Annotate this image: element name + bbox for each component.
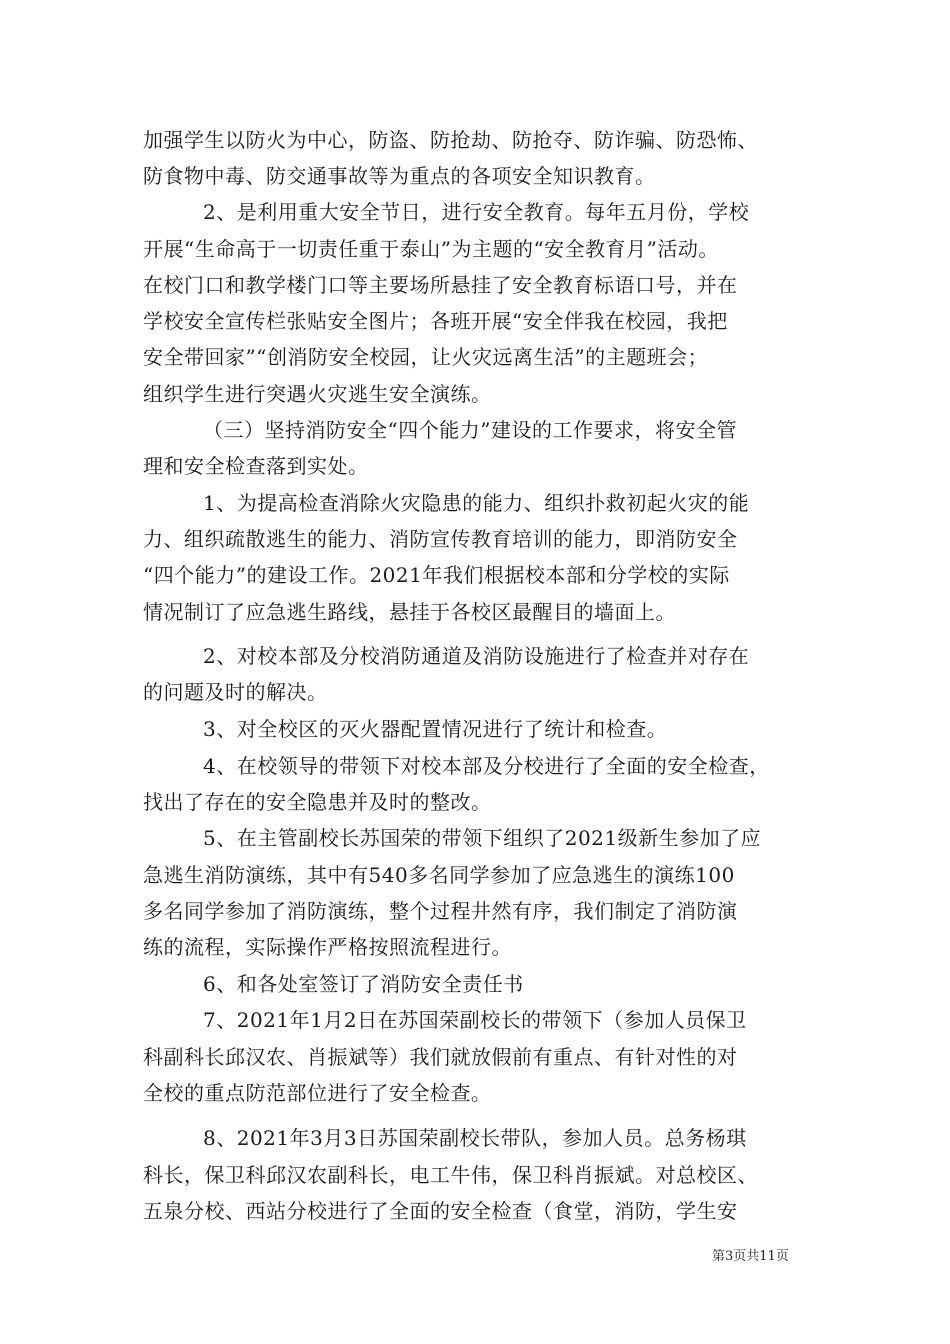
text-line: 的问题及时的解决。	[143, 680, 328, 704]
page-number-footer: 第3页共11页	[712, 1249, 789, 1264]
text-line: 加强学生以防火为中心，防盗、防抢劫、防抢夺、防诈骗、防恐怖、	[143, 128, 758, 152]
text-line: 防食物中毒、防交通事故等为重点的各项安全知识教育。	[143, 164, 656, 188]
text-line: 5、在主管副校长苏国荣的带领下组织了2021级新生参加了应	[203, 826, 762, 850]
text-line: 开展“生命高于一切责任重于泰山”为主题的“安全教育月”活动。	[143, 237, 719, 261]
text-line: 2、是利用重大安全节日，进行安全教育。每年五月份，学校	[203, 200, 750, 224]
text-line: 情况制订了应急逃生路线，悬挂于各校区最醒目的墙面上。	[143, 600, 676, 624]
text-line: 学校安全宣传栏张贴安全图片；各班开展“安全伴我在校园，我把	[143, 309, 728, 333]
text-line: 找出了存在的安全隐患并及时的整改。	[143, 790, 492, 814]
text-line: 科长，保卫科邱汉农副科长，电工牛伟，保卫科肖振斌。对总校区、	[143, 1163, 758, 1187]
text-line: 4、在校领导的带领下对校本部及分校进行了全面的安全检查，	[203, 754, 770, 778]
text-line: 2、对校本部及分校消防通道及消防设施进行了检查并对存在	[203, 644, 750, 668]
text-line: 组织学生进行突遇火灾逃生安全演练。	[143, 382, 492, 406]
text-line: 安全带回家”“创消防安全校园，让火灾远离生活”的主题班会；	[143, 345, 709, 369]
text-line: 7、2021年1月2日在苏国荣副校长的带领下（参加人员保卫	[203, 1008, 747, 1032]
text-line: “四个能力”的建设工作。2021年我们根据校本部和分学校的实际	[143, 563, 730, 587]
text-line: 五泉分校、西站分校进行了全面的安全检查（食堂，消防，学生安	[143, 1199, 738, 1223]
text-line: 全校的重点防范部位进行了安全检查。	[143, 1081, 492, 1105]
text-line: 练的流程，实际操作严格按照流程进行。	[143, 935, 512, 959]
text-line: 理和安全检查落到实处。	[143, 454, 369, 478]
text-line: 科副科长邱汉农、肖振斌等）我们就放假前有重点、有针对性的对	[143, 1045, 738, 1069]
text-line: 3、对全校区的灭火器配置情况进行了统计和检查。	[203, 717, 668, 741]
text-line: 6、和各处室签订了消防安全责任书	[203, 972, 524, 996]
text-line: 力、组织疏散逃生的能力、消防宣传教育培训的能力，即消防安全	[143, 527, 738, 551]
text-line: 8、2021年3月3日苏国荣副校长带队，参加人员。总务杨琪	[203, 1126, 747, 1150]
text-line: 多名同学参加了消防演练，整个过程井然有序，我们制定了消防演	[143, 899, 738, 923]
text-line: 在校门口和教学楼门口等主要场所悬挂了安全教育标语口号，并在	[143, 273, 738, 297]
section-heading: （三）坚持消防安全“四个能力”建设的工作要求，将安全管	[203, 418, 737, 442]
text-line: 1、为提高检查消除火灾隐患的能力、组织扑救初起火灾的能	[203, 491, 750, 515]
text-line: 急逃生消防演练，其中有540多名同学参加了应急逃生的演练100	[143, 863, 735, 887]
